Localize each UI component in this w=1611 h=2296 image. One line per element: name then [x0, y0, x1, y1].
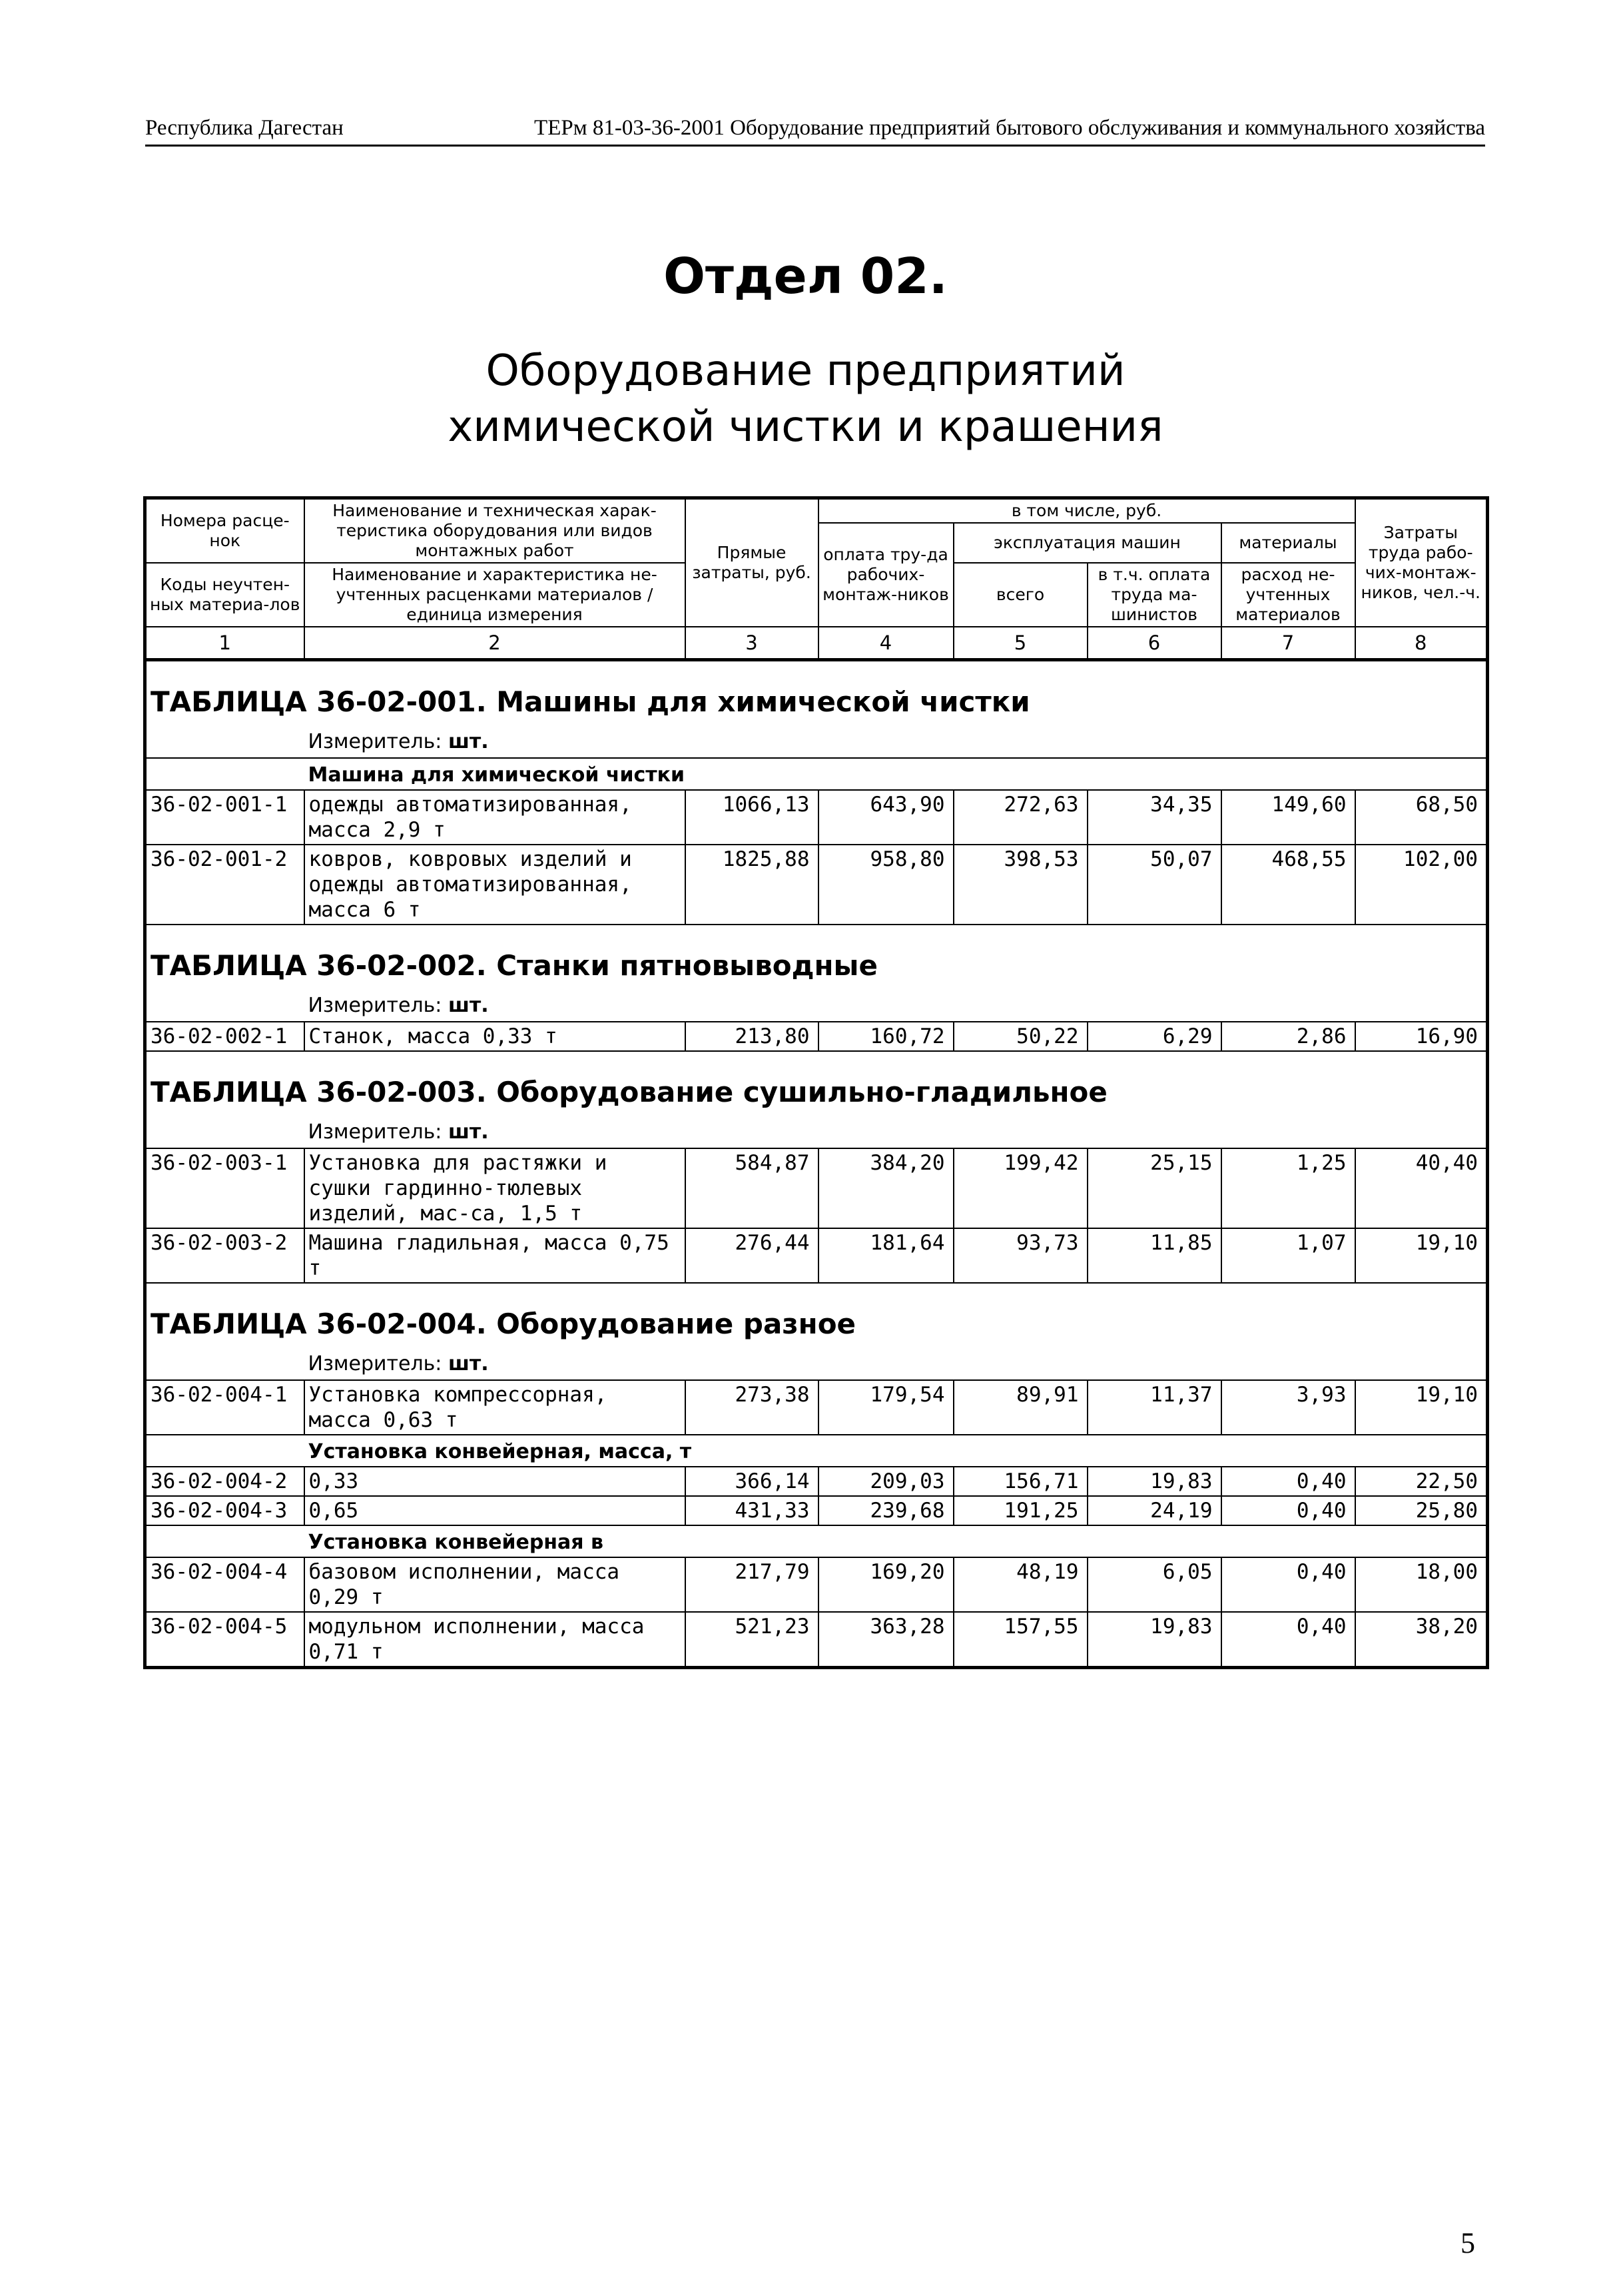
measure-unit: Измеритель: шт. [304, 989, 685, 1022]
direct-costs: 213,80 [685, 1022, 818, 1051]
worker-wages: 363,28 [818, 1612, 954, 1668]
header-material-codes: Коды неучтен-ных материа-лов [145, 563, 304, 627]
rate-code: 36-02-002-1 [145, 1022, 304, 1051]
column-number: 8 [1355, 627, 1488, 660]
rate-name: 0,65 [304, 1496, 685, 1525]
measure-unit: Измеритель: шт. [304, 1116, 685, 1148]
table-row [145, 1467, 1488, 1496]
running-header [145, 110, 1485, 147]
materials: 149,60 [1221, 790, 1355, 845]
header-document-title: ТЕРм 81-03-36-2001 Оборудование предприятий бытового обслуживания и коммунального хозяйства [534, 116, 1485, 140]
rate-name: Установка компрессорная, масса 0,63 т [304, 1380, 685, 1435]
measure-unit: Измеритель: шт. [304, 725, 685, 758]
table-row [145, 790, 1488, 845]
labor-hours: 22,50 [1355, 1467, 1488, 1496]
direct-costs: 273,38 [685, 1380, 818, 1435]
operator-wages: 6,29 [1088, 1022, 1221, 1051]
machines-total: 48,19 [954, 1557, 1088, 1612]
rate-name: одежды автоматизированная, масса 2,9 т [304, 790, 685, 845]
rate-name: ковров, ковровых изделий и одежды автоматизированная, масса 6 т [304, 845, 685, 925]
column-number: 3 [685, 627, 818, 660]
measure-unit: Измеритель: шт. [304, 1347, 685, 1380]
header-item-name: Наименование и техническая харак-теристика оборудования или видов монтажных работ [304, 498, 685, 564]
column-number: 6 [1088, 627, 1221, 660]
direct-costs: 1825,88 [685, 845, 818, 925]
operator-wages: 24,19 [1088, 1496, 1221, 1525]
header-unaccounted-materials: расход не-учтенных материалов [1221, 563, 1355, 627]
direct-costs: 584,87 [685, 1148, 818, 1228]
operator-wages: 19,83 [1088, 1612, 1221, 1668]
rate-name: 0,33 [304, 1467, 685, 1496]
rate-code: 36-02-003-1 [145, 1148, 304, 1228]
materials: 3,93 [1221, 1380, 1355, 1435]
materials: 1,25 [1221, 1148, 1355, 1228]
worker-wages: 384,20 [818, 1148, 954, 1228]
table-row [145, 1022, 1488, 1051]
rate-code: 36-02-004-1 [145, 1380, 304, 1435]
header-machines-total: всего [954, 563, 1088, 627]
machines-total: 156,71 [954, 1467, 1088, 1496]
table-title-row [145, 925, 1488, 989]
operator-wages: 34,35 [1088, 790, 1221, 845]
rate-name: базовом исполнении, масса 0,29 т [304, 1557, 685, 1612]
worker-wages: 169,20 [818, 1557, 954, 1612]
group-row [145, 758, 1488, 790]
labor-hours: 19,10 [1355, 1380, 1488, 1435]
worker-wages: 209,03 [818, 1467, 954, 1496]
direct-costs: 521,23 [685, 1612, 818, 1668]
rate-code: 36-02-001-2 [145, 845, 304, 925]
rates-table [143, 496, 1489, 1669]
rate-name: Установка для растяжки и сушки гардинно-тюлевых изделий, мас-са, 1,5 т [304, 1148, 685, 1228]
header-labor-hours: Затраты труда рабо-чих-монтаж-ников, чел.-ч. [1355, 498, 1488, 627]
table-title: ТАБЛИЦА 36-02-003. Оборудование сушильно-гладильное [145, 1051, 1488, 1116]
header-rate-numbers: Номера расце-нок [145, 498, 304, 564]
machines-total: 199,42 [954, 1148, 1088, 1228]
rate-name: модульном исполнении, масса 0,71 т [304, 1612, 685, 1668]
direct-costs: 366,14 [685, 1467, 818, 1496]
section-subtitle [0, 343, 1611, 455]
section-subtitle-line-2: химической чистки и крашения [448, 402, 1163, 452]
table-title: ТАБЛИЦА 36-02-004. Оборудование разное [145, 1283, 1488, 1347]
machines-total: 272,63 [954, 790, 1088, 845]
worker-wages: 181,64 [818, 1228, 954, 1283]
column-number: 2 [304, 627, 685, 660]
header-direct-costs: Прямые затраты, руб. [685, 498, 818, 627]
materials: 0,40 [1221, 1612, 1355, 1668]
labor-hours: 19,10 [1355, 1228, 1488, 1283]
materials: 2,86 [1221, 1022, 1355, 1051]
group-label: Машина для химической чистки [304, 758, 818, 790]
header-material-name: Наименование и характеристика не-учтенных расценками материалов / единица измерения [304, 563, 685, 627]
worker-wages: 160,72 [818, 1022, 954, 1051]
direct-costs: 1066,13 [685, 790, 818, 845]
column-numbers-row [145, 627, 1488, 660]
table-title-row [145, 1283, 1488, 1347]
operator-wages: 11,85 [1088, 1228, 1221, 1283]
measure-row [145, 1347, 1488, 1380]
worker-wages: 643,90 [818, 790, 954, 845]
materials: 0,40 [1221, 1467, 1355, 1496]
table-row [145, 1380, 1488, 1435]
rate-code: 36-02-004-4 [145, 1557, 304, 1612]
materials: 468,55 [1221, 845, 1355, 925]
rate-code: 36-02-001-1 [145, 790, 304, 845]
header-region: Республика Дагестан [145, 116, 344, 140]
labor-hours: 18,00 [1355, 1557, 1488, 1612]
labor-hours: 68,50 [1355, 790, 1488, 845]
machines-total: 191,25 [954, 1496, 1088, 1525]
operator-wages: 19,83 [1088, 1467, 1221, 1496]
direct-costs: 217,79 [685, 1557, 818, 1612]
table-title: ТАБЛИЦА 36-02-002. Станки пятновыводные [145, 925, 1488, 989]
group-label: Установка конвейерная, масса, т [304, 1435, 818, 1467]
worker-wages: 179,54 [818, 1380, 954, 1435]
labor-hours: 38,20 [1355, 1612, 1488, 1668]
materials: 0,40 [1221, 1557, 1355, 1612]
machines-total: 93,73 [954, 1228, 1088, 1283]
table-row [145, 1557, 1488, 1612]
operator-wages: 50,07 [1088, 845, 1221, 925]
header-operator-wages: в т.ч. оплата труда ма-шинистов [1088, 563, 1221, 627]
rate-name: Станок, масса 0,33 т [304, 1022, 685, 1051]
worker-wages: 239,68 [818, 1496, 954, 1525]
machines-total: 50,22 [954, 1022, 1088, 1051]
rate-code: 36-02-004-2 [145, 1467, 304, 1496]
header-machine-operation: эксплуатация машин [954, 523, 1221, 563]
machines-total: 89,91 [954, 1380, 1088, 1435]
rate-code: 36-02-004-3 [145, 1496, 304, 1525]
rate-name: Машина гладильная, масса 0,75 т [304, 1228, 685, 1283]
labor-hours: 102,00 [1355, 845, 1488, 925]
measure-row [145, 1116, 1488, 1148]
materials: 1,07 [1221, 1228, 1355, 1283]
header-including: в том числе, руб. [818, 498, 1355, 524]
operator-wages: 25,15 [1088, 1148, 1221, 1228]
machines-total: 398,53 [954, 845, 1088, 925]
labor-hours: 16,90 [1355, 1022, 1488, 1051]
labor-hours: 25,80 [1355, 1496, 1488, 1525]
section-title: Отдел 02. [663, 248, 948, 305]
table-title-row [145, 1051, 1488, 1116]
group-label: Установка конвейерная в [304, 1525, 818, 1557]
header-row-1 [145, 498, 1488, 524]
rate-code: 36-02-004-5 [145, 1612, 304, 1668]
operator-wages: 11,37 [1088, 1380, 1221, 1435]
table-row [145, 1496, 1488, 1525]
column-number: 5 [954, 627, 1088, 660]
labor-hours: 40,40 [1355, 1148, 1488, 1228]
table-row [145, 845, 1488, 925]
group-row [145, 1435, 1488, 1467]
header-worker-wages: оплата тру-да рабочих-монтаж-ников [818, 523, 954, 627]
worker-wages: 958,80 [818, 845, 954, 925]
column-number: 1 [145, 627, 304, 660]
rate-code: 36-02-003-2 [145, 1228, 304, 1283]
operator-wages: 6,05 [1088, 1557, 1221, 1612]
group-row [145, 1525, 1488, 1557]
direct-costs: 276,44 [685, 1228, 818, 1283]
measure-row [145, 989, 1488, 1022]
section-subtitle-line-1: Оборудование предприятий [485, 346, 1126, 396]
header-materials: материалы [1221, 523, 1355, 563]
column-number: 7 [1221, 627, 1355, 660]
page-number: 5 [1460, 2227, 1475, 2259]
measure-row [145, 725, 1488, 758]
table-title: ТАБЛИЦА 36-02-001. Машины для химической чистки [145, 660, 1488, 726]
table-row [145, 1148, 1488, 1228]
direct-costs: 431,33 [685, 1496, 818, 1525]
machines-total: 157,55 [954, 1612, 1088, 1668]
column-number: 4 [818, 627, 954, 660]
table-row [145, 1228, 1488, 1283]
table-title-row [145, 660, 1488, 726]
table-row [145, 1612, 1488, 1668]
materials: 0,40 [1221, 1496, 1355, 1525]
